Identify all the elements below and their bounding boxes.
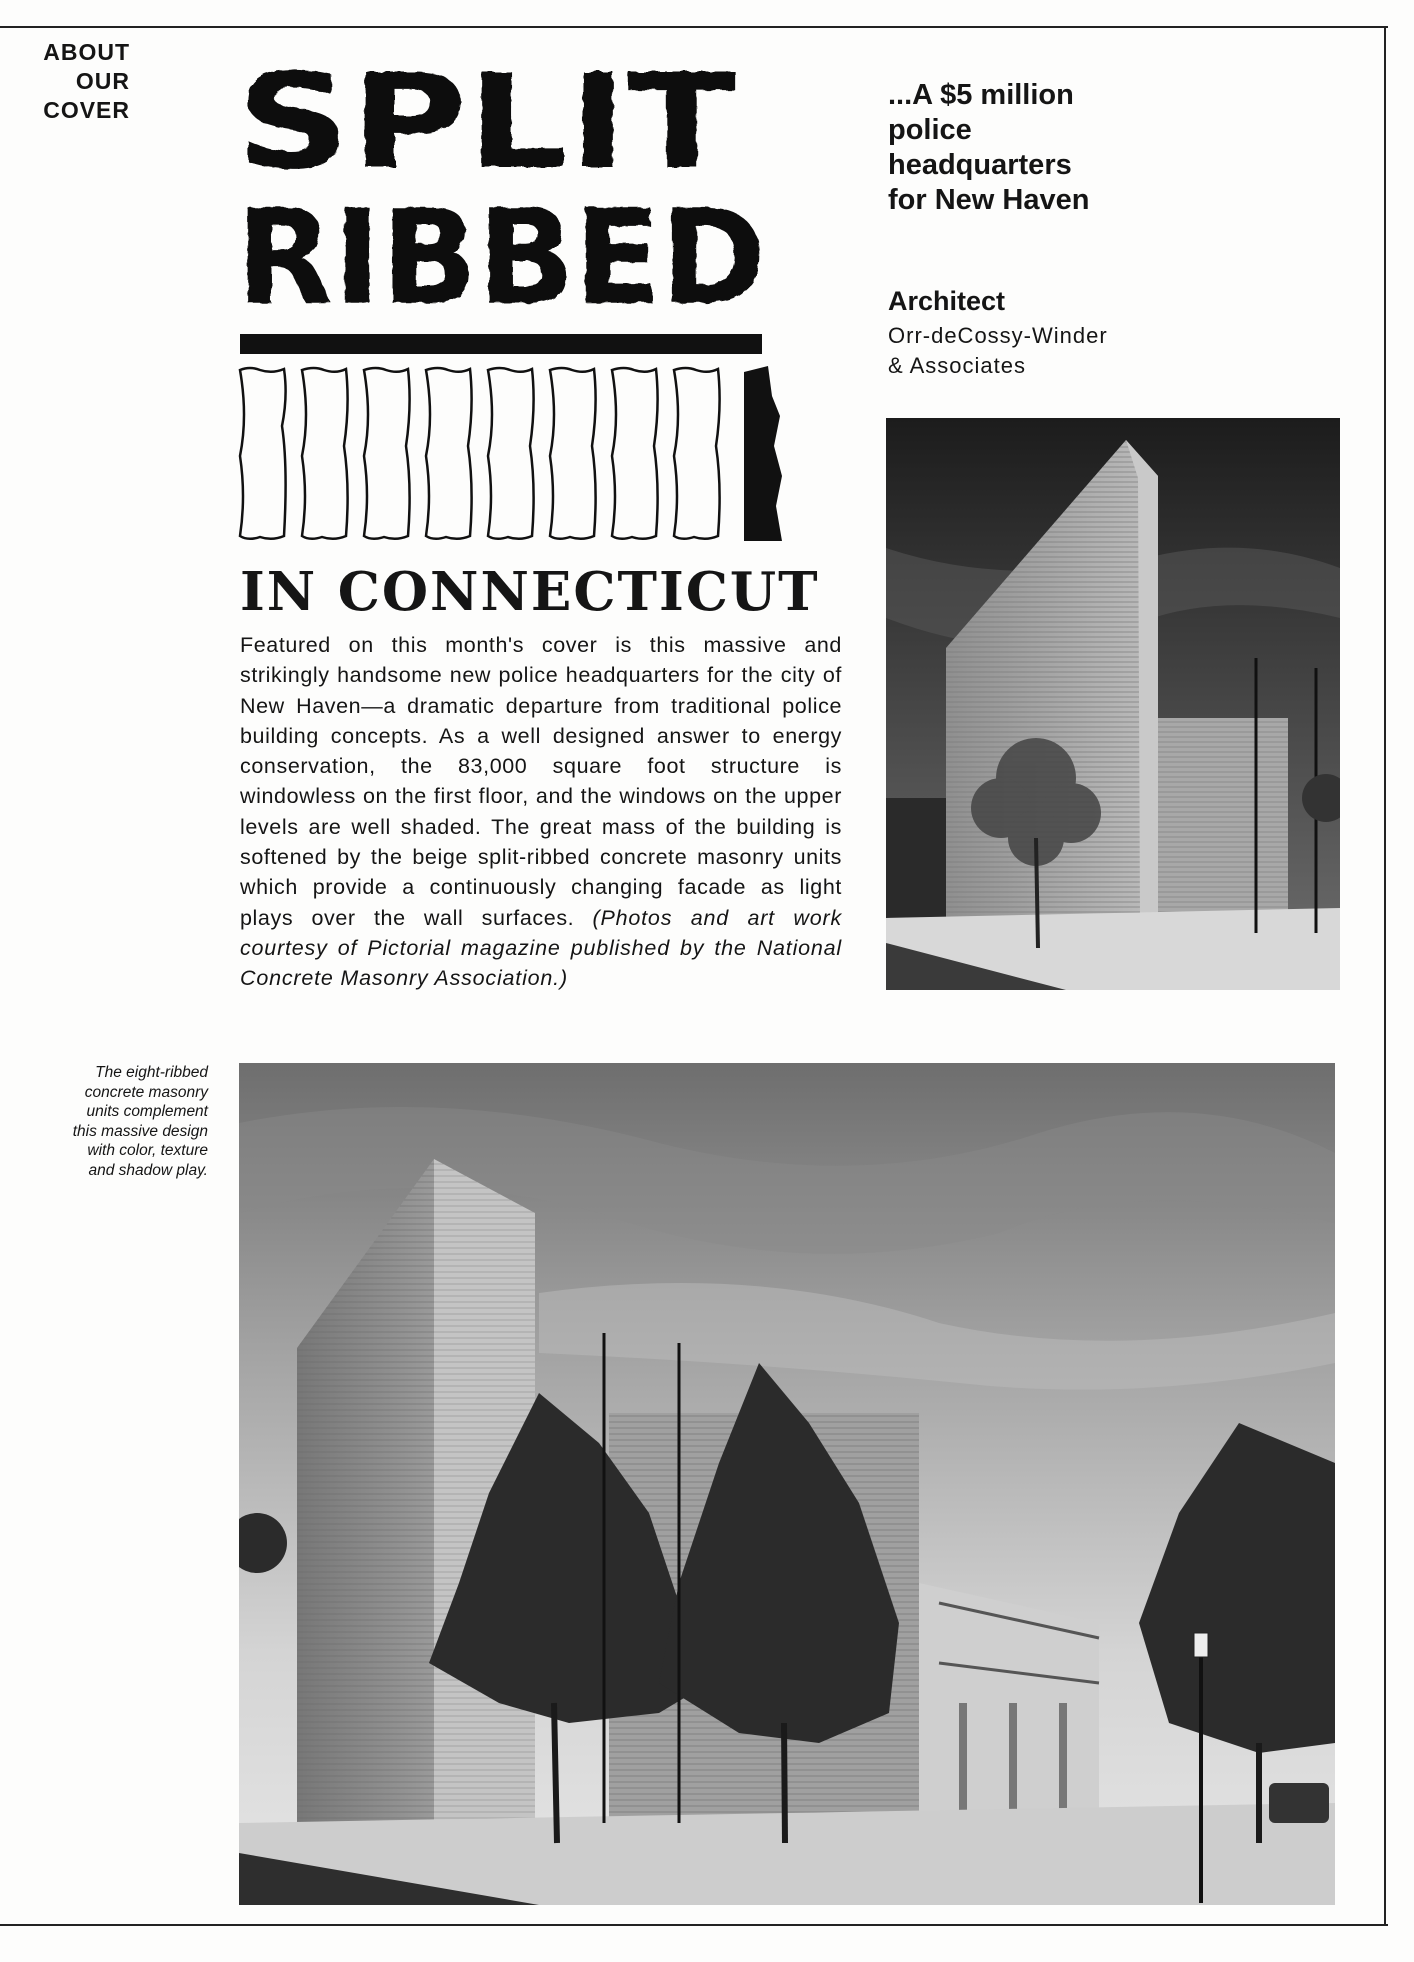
lede-line: headquarters <box>888 149 1072 181</box>
rib-pattern <box>240 368 720 539</box>
title-bar <box>240 334 762 354</box>
page-right-rule <box>1384 26 1386 1926</box>
building-photo-main <box>239 1063 1335 1905</box>
caption-line: with color, texture <box>87 1142 208 1160</box>
photo-credit: (Photos and art work courtesy of Pictorial magazine published by the National Concrete Masonry Association.) <box>240 905 843 991</box>
title-subhead: IN CONNECTICUT <box>240 561 820 623</box>
page-bottom-rule <box>0 1924 1388 1926</box>
section-label <box>30 38 130 125</box>
section-label-line: ABOUT <box>43 39 130 65</box>
caption-line: and shadow play. <box>88 1161 208 1179</box>
architect-name-line: Orr-deCossy-Winder <box>888 323 1108 348</box>
title-line-ribbed: RIBBED <box>236 180 766 335</box>
architect-heading: Architect <box>888 286 1006 316</box>
rib-shadow <box>744 366 782 541</box>
building-photo-small <box>886 418 1340 990</box>
article-text: Featured on this month's cover is this massive and strikingly handsome new police headquarters for the city of New Haven—a dramatic departure from traditional police building concepts. As a well designed answer to energy conservation, the 83,000 square foot structure is windowless on the first floor, and the windows on the upper levels are well shaded. The great mass of the building is softened by the beige split-ribbed concrete masonry units which provide a continuously changing facade as light plays over the wall surfaces. <box>240 633 842 930</box>
caption-line: this massive design <box>72 1122 208 1140</box>
title-art <box>236 36 852 562</box>
title-line-split: SPLIT <box>236 45 736 199</box>
caption-line: concrete masonry <box>84 1083 208 1101</box>
lede-line: police <box>888 114 972 146</box>
section-label-line: OUR <box>75 68 130 94</box>
section-label-line: COVER <box>43 97 130 123</box>
lede <box>888 78 1218 218</box>
caption-line: units complement <box>86 1103 208 1121</box>
page-top-rule <box>0 26 1388 28</box>
architect-name-line: & Associates <box>888 353 1026 378</box>
photo-caption <box>24 1063 208 1181</box>
article-body <box>240 630 842 994</box>
lede-line: for New Haven <box>888 184 1090 216</box>
lede-line: ...A $5 million <box>888 79 1074 111</box>
caption-line: The eight-ribbed <box>95 1064 208 1081</box>
architect-name <box>888 321 1108 381</box>
